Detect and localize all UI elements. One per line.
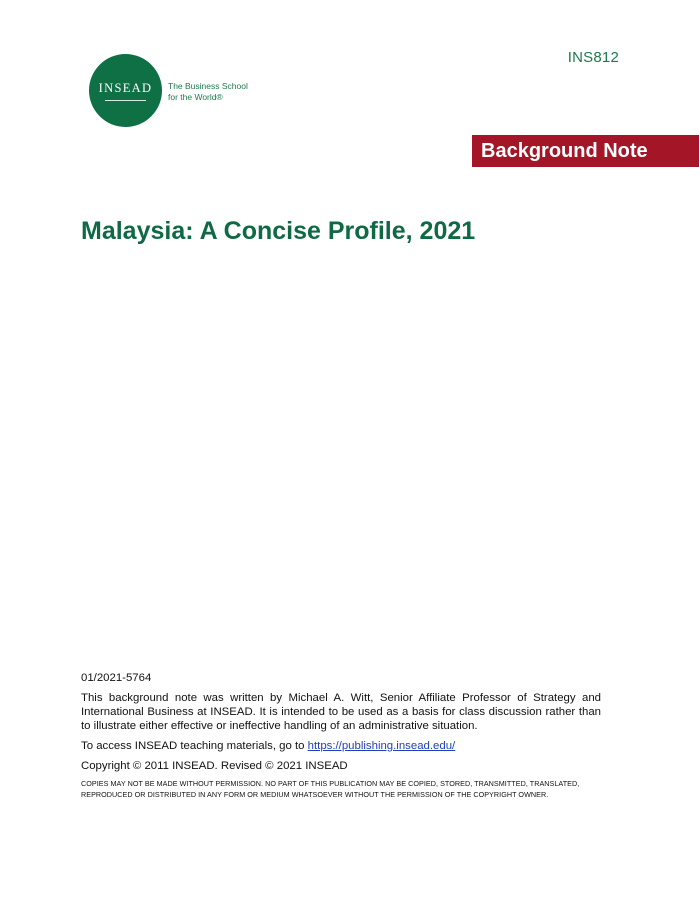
access-line — [81, 739, 601, 753]
logo-wordmark: INSEAD — [98, 81, 153, 95]
reference-number: 01/2021-5764 — [81, 672, 152, 684]
access-text: To access INSEAD teaching materials, go to — [81, 740, 308, 752]
publishing-link[interactable]: https://publishing.insead.edu/ — [307, 740, 456, 752]
tagline-line-1: The Business School — [168, 81, 248, 91]
notice-line-1: COPIES MAY NOT BE MADE WITHOUT PERMISSION. NO PART OF THIS PUBLICATION MAY BE COPIED, STORED, TRANSMITTED, TRANSLATED, — [81, 779, 580, 788]
document-footer — [81, 671, 601, 800]
document-code: INS812 — [567, 49, 619, 66]
page-title: Malaysia: A Concise Profile, 2021 — [81, 217, 476, 245]
document-type-banner: Background Note — [472, 135, 699, 167]
copy-permission-notice — [81, 778, 601, 800]
logo-tagline — [168, 81, 248, 103]
authorship-note: This background note was written by Michael A. Witt, Senior Affiliate Professor of Strategy and International Business at INSEAD. It is intended to be used as a basis for class discussion rather than to illustrate either effective or ineffective handling of an administrative situation. — [81, 692, 601, 732]
tagline-line-2: for the World® — [168, 92, 223, 102]
insead-logo — [89, 54, 162, 127]
notice-line-2: REPRODUCED OR DISTRIBUTED IN ANY FORM OR MEDIUM WHATSOEVER WITHOUT THE PERMISSION OF THE COPYRIGHT OWNER. — [81, 790, 549, 799]
copyright-line: Copyright © 2011 INSEAD. Revised © 2021 INSEAD — [81, 760, 348, 772]
logo-divider — [105, 100, 146, 101]
